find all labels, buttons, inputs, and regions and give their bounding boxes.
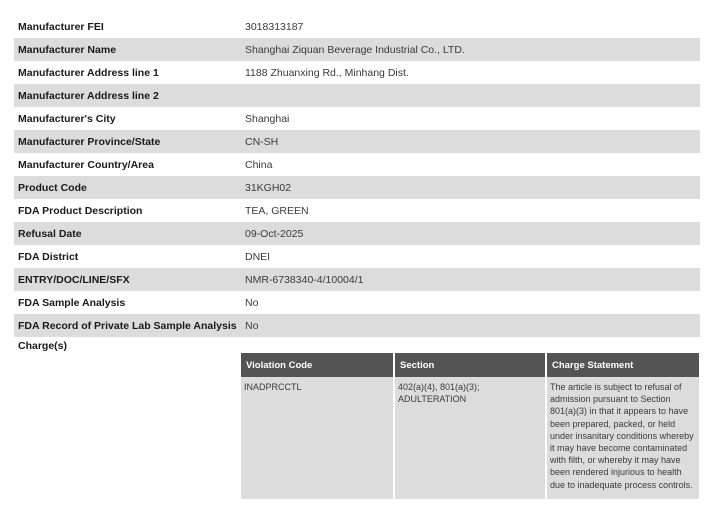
charges-header-row — [241, 353, 699, 377]
field-value: DNEI — [245, 250, 271, 263]
field-label: Manufacturer Name — [18, 43, 117, 56]
field-value: 1188 Zhuanxing Rd., Minhang Dist. — [245, 66, 409, 79]
field-label: Manufacturer Address line 2 — [18, 89, 159, 102]
field-label: Manufacturer FEI — [18, 20, 104, 33]
field-value: 09-Oct-2025 — [245, 227, 304, 240]
field-value: CN-SH — [245, 135, 279, 148]
field-label: ENTRY/DOC/LINE/SFX — [18, 273, 130, 286]
field-value: 3018313187 — [245, 20, 304, 33]
field-label: Manufacturer Country/Area — [18, 158, 154, 171]
field-label: FDA Sample Analysis — [18, 296, 126, 309]
field-row-product-code — [14, 176, 700, 199]
field-value: Shanghai Ziquan Beverage Industrial Co., LTD. — [245, 43, 465, 56]
field-value: NMR-6738340-4/10004/1 — [245, 273, 364, 286]
charges-table — [241, 353, 699, 499]
field-value: China — [245, 158, 273, 171]
field-label: FDA Product Description — [18, 204, 143, 217]
violation-code-header: Violation Code — [241, 353, 394, 377]
refusal-detail-table — [14, 15, 700, 352]
charge-statement-cell: The article is subject to refusal of admission pursuant to Section 801(a)(3) in that it appears to have been prepared, packed, or held under insanitary conditions whereby it may have become contaminated with filth, or whereby it may have been rendered injurious to health due to inadequate process controls. — [546, 377, 699, 499]
field-row-fda-district — [14, 245, 700, 268]
field-row-product-description — [14, 199, 700, 222]
field-row-fda-sample-analysis — [14, 291, 700, 314]
field-row-country-area — [14, 153, 700, 176]
section-header: Section — [394, 353, 546, 377]
section-cell: 402(a)(4), 801(a)(3); ADULTERATION — [394, 377, 546, 499]
field-value: No — [245, 319, 259, 332]
field-label: FDA Record of Private Lab Sample Analysis — [18, 319, 237, 332]
field-label: Manufacturer's City — [18, 112, 116, 125]
field-row-city — [14, 107, 700, 130]
field-label: Refusal Date — [18, 227, 82, 240]
field-value: No — [245, 296, 259, 309]
field-row-private-lab-analysis — [14, 314, 700, 337]
field-row-entry-doc-line-sfx — [14, 268, 700, 291]
field-value: TEA, GREEN — [245, 204, 309, 217]
field-label: Product Code — [18, 181, 87, 194]
charge-statement-header: Charge Statement — [546, 353, 699, 377]
violation-code-cell: INADPRCCTL — [241, 377, 394, 499]
field-row-province-state — [14, 130, 700, 153]
field-value: Shanghai — [245, 112, 290, 125]
field-row-charges — [14, 337, 700, 352]
field-row-refusal-date — [14, 222, 700, 245]
field-label: FDA District — [18, 250, 79, 263]
field-row-address-line-1 — [14, 61, 700, 84]
field-label: Manufacturer Address line 1 — [18, 66, 159, 79]
field-row-address-line-2 — [14, 84, 700, 107]
field-row-manufacturer-fei — [14, 15, 700, 38]
table-row — [241, 377, 699, 499]
field-label: Manufacturer Province/State — [18, 135, 161, 148]
charges-label: Charge(s) — [18, 340, 68, 352]
field-row-manufacturer-name — [14, 38, 700, 61]
field-value: 31KGH02 — [245, 181, 292, 194]
